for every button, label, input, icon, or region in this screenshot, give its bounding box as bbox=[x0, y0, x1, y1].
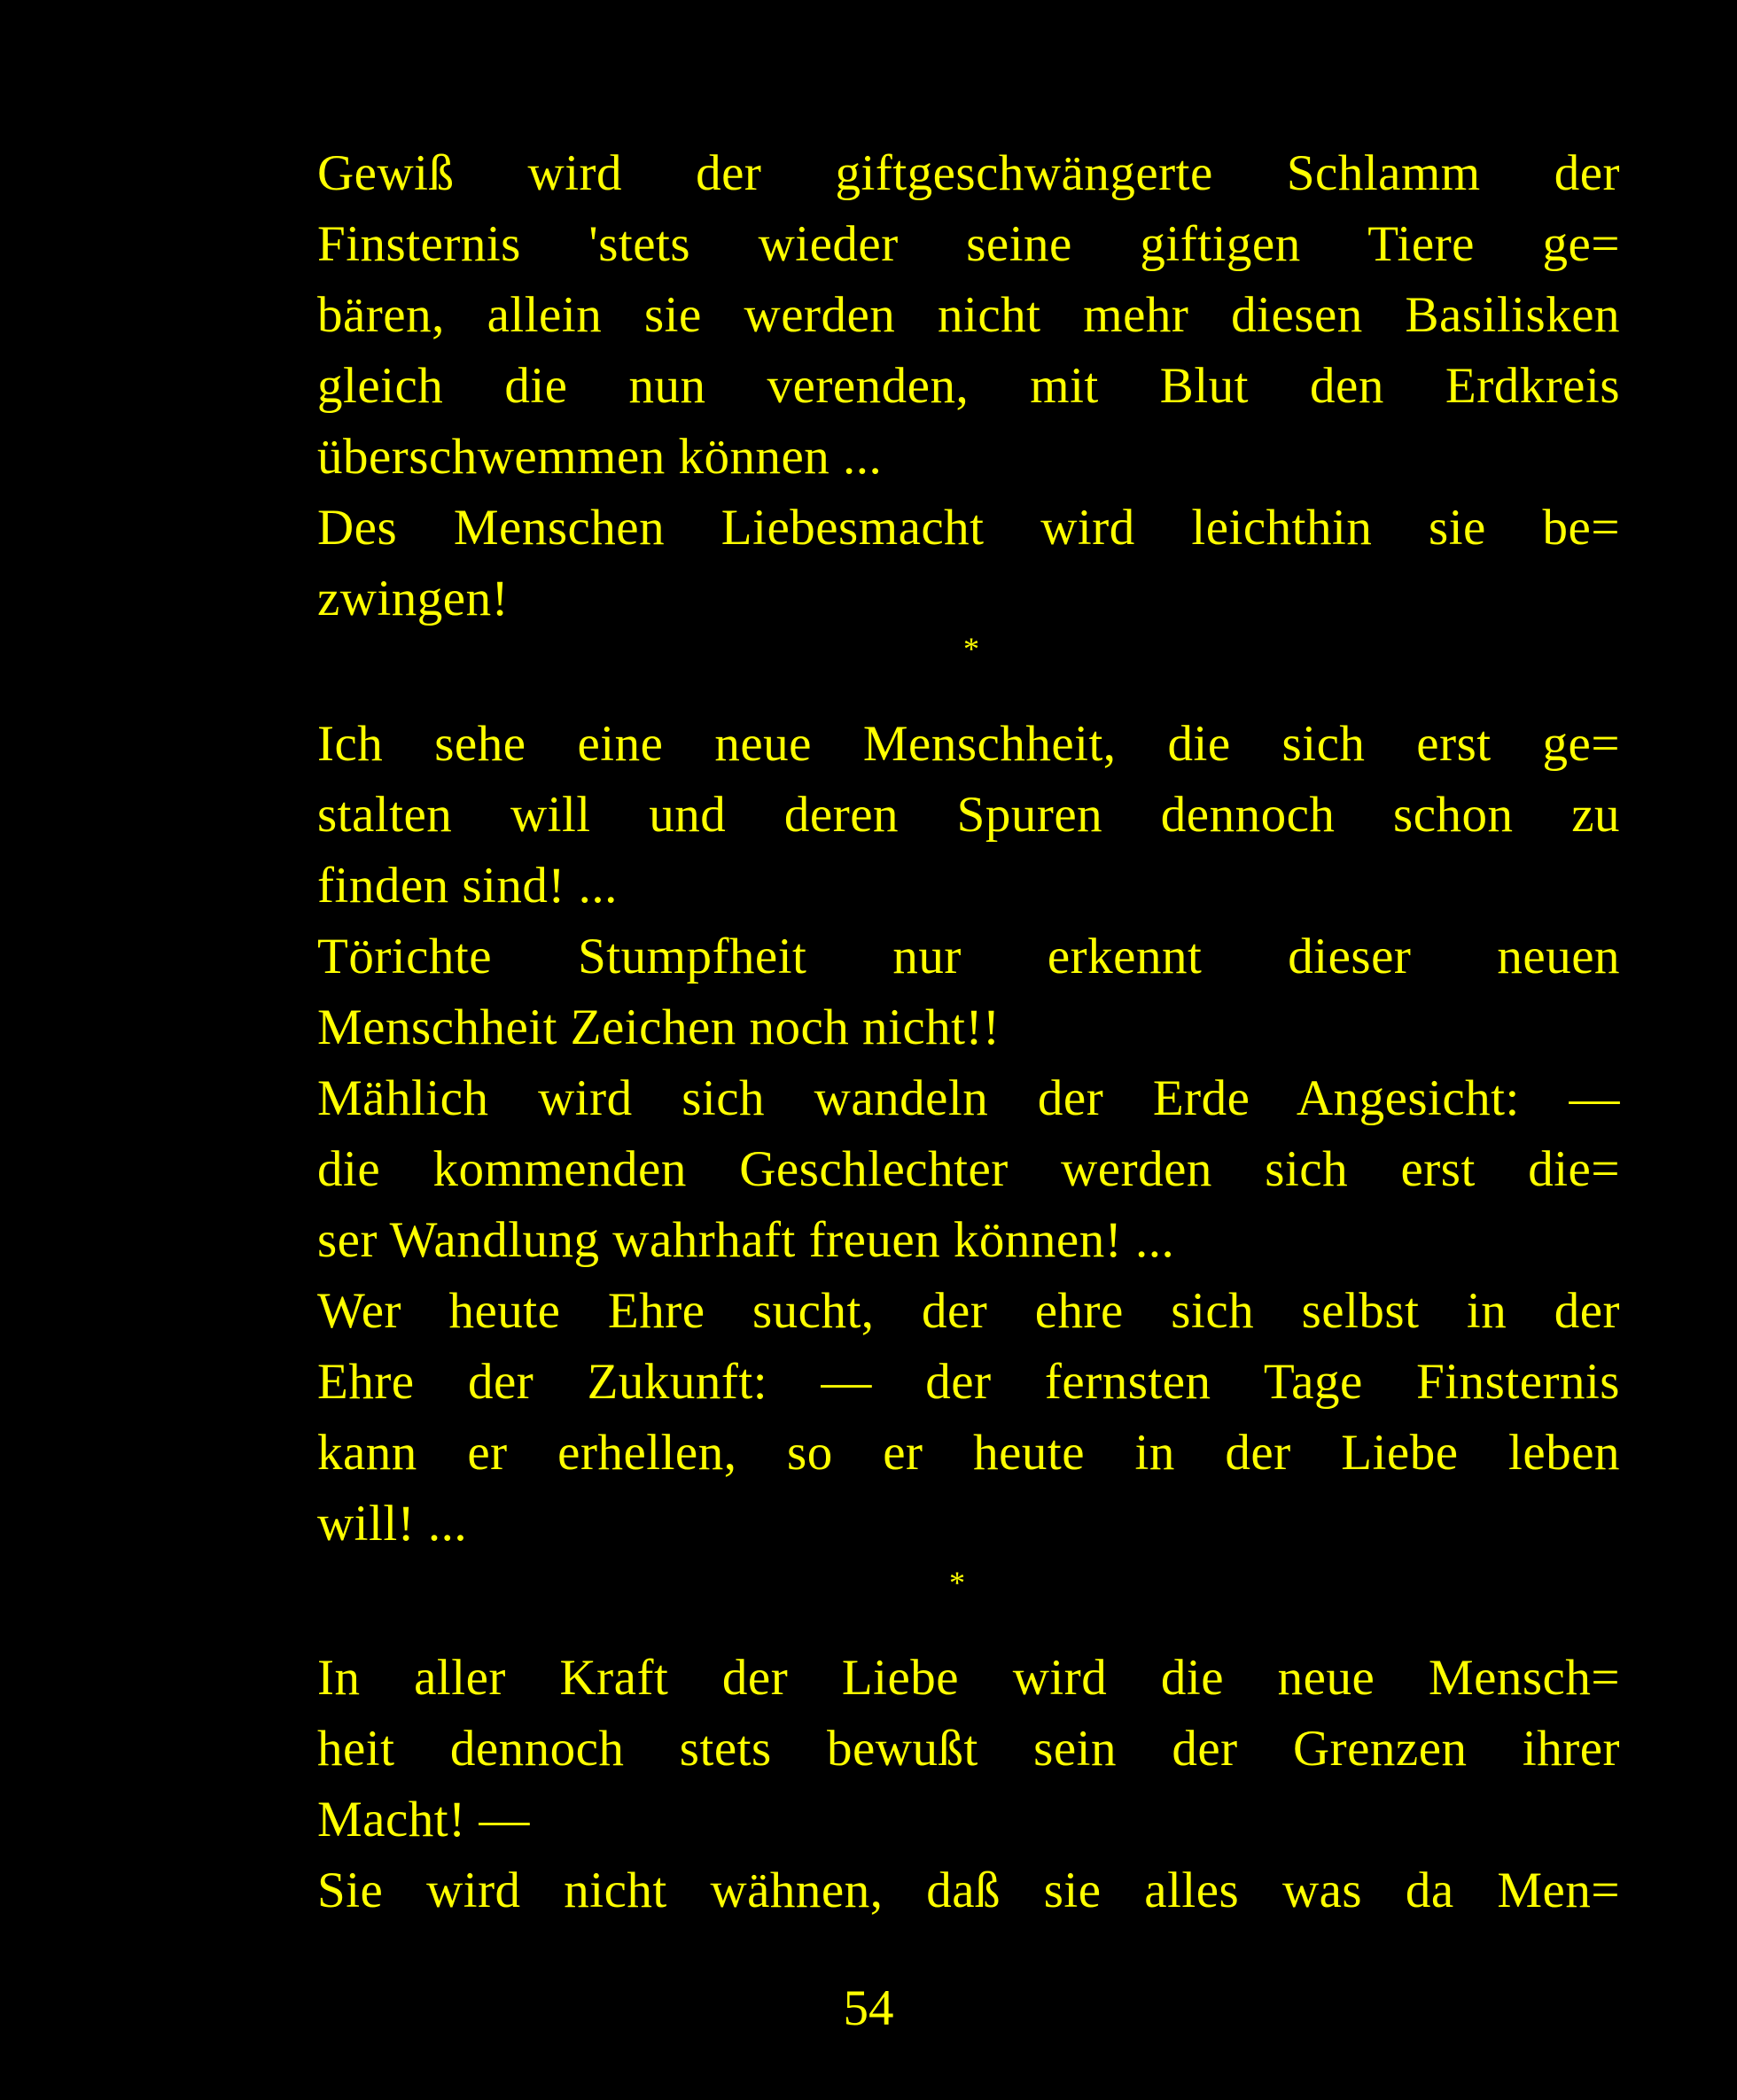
text-line: heit dennoch stets bewußt sein der Grenzen ihrer bbox=[317, 1721, 1620, 1777]
paragraph-section-2 bbox=[317, 709, 1620, 1559]
text-line: Gewiß wird der giftgeschwängerte Schlamm der bbox=[317, 145, 1620, 201]
text-line: zwingen! bbox=[317, 571, 510, 626]
text-line: Des Menschen Liebesmacht wird leichthin sie be= bbox=[317, 500, 1620, 556]
text-line: die kommenden Geschlechter werden sich erst die= bbox=[317, 1141, 1620, 1197]
text-line: gleich die nun verenden, mit Blut den Erdkreis bbox=[317, 358, 1620, 414]
text-line: stalten will und deren Spuren dennoch schon zu bbox=[317, 787, 1620, 843]
paragraph-section-3 bbox=[317, 1643, 1620, 1926]
text-line: überschwemmen können ... bbox=[317, 429, 883, 485]
text-line: ser Wandlung wahrhaft freuen können! ... bbox=[317, 1212, 1175, 1268]
text-line: kann er erhellen, so er heute in der Liebe leben bbox=[317, 1425, 1620, 1481]
text-line: Macht! — bbox=[317, 1792, 530, 1847]
section-separator-star: * bbox=[949, 1565, 965, 1600]
paragraph-section-1 bbox=[317, 138, 1620, 634]
text-line: Sie wird nicht wähnen, daß sie alles was da Men= bbox=[317, 1863, 1620, 1918]
text-line: will! ... bbox=[317, 1496, 468, 1552]
page-number: 54 bbox=[843, 1980, 894, 2036]
text-line: Ehre der Zukunft: — der fernsten Tage Finsternis bbox=[317, 1354, 1620, 1410]
text-line: Mählich wird sich wandeln der Erde Angesicht: — bbox=[317, 1070, 1620, 1126]
text-line: bären, allein sie werden nicht mehr diesen Basilisken bbox=[317, 287, 1620, 343]
text-line: Ich sehe eine neue Menschheit, die sich erst ge= bbox=[317, 716, 1620, 772]
section-separator-star: * bbox=[963, 631, 979, 666]
text-line: Törichte Stumpfheit nur erkennt dieser neuen bbox=[317, 929, 1620, 984]
text-line: Wer heute Ehre sucht, der ehre sich selbst in der bbox=[317, 1283, 1620, 1339]
text-line: Menschheit Zeichen noch nicht!! bbox=[317, 999, 1001, 1055]
text-line: In aller Kraft der Liebe wird die neue Mensch= bbox=[317, 1650, 1620, 1706]
text-line: finden sind! ... bbox=[317, 858, 618, 914]
text-line: Finsternis 'stets wieder seine giftigen Tiere ge= bbox=[317, 216, 1620, 272]
